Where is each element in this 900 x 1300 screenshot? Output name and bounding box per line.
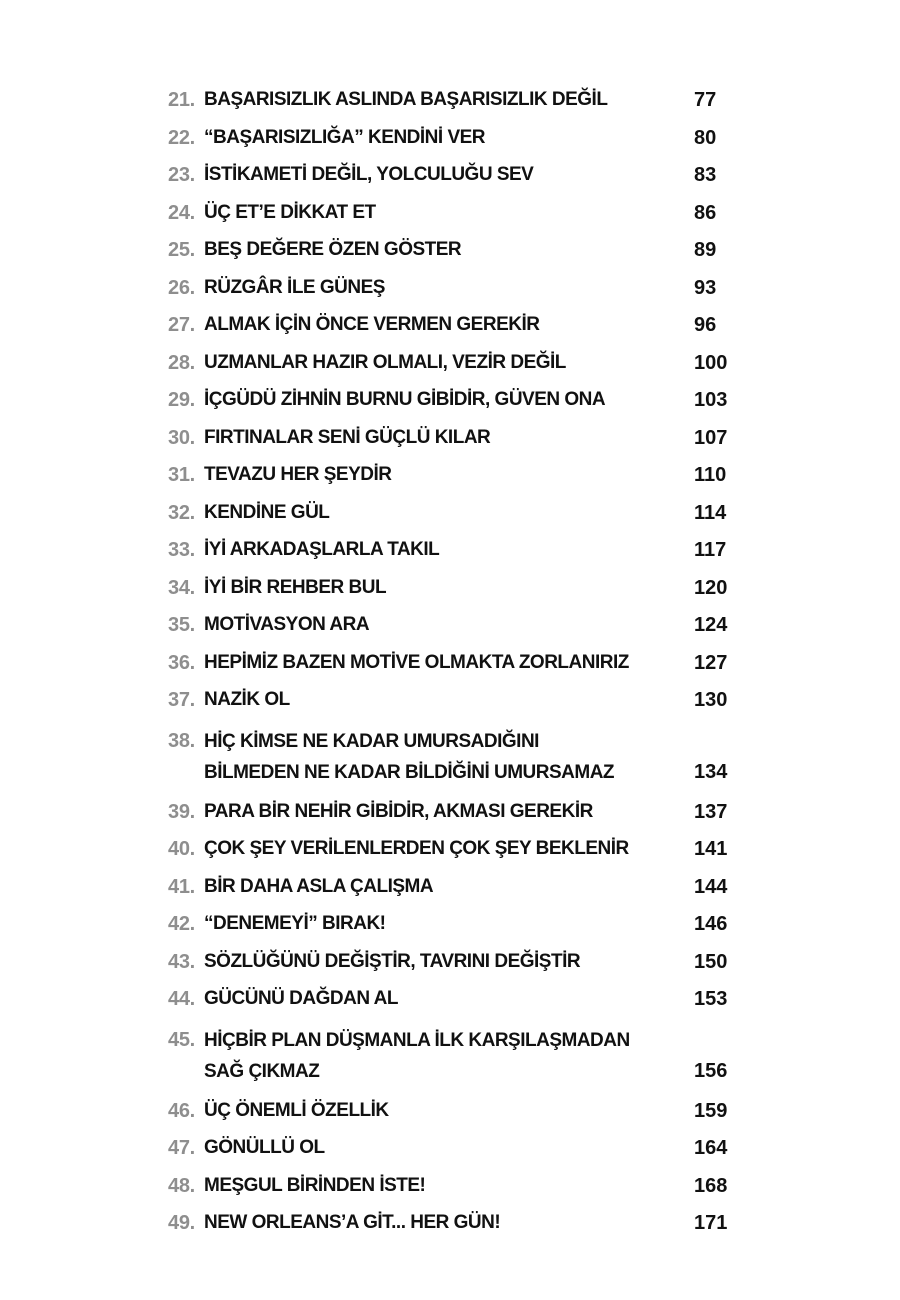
toc-entry [168, 463, 738, 487]
toc-entry-text [168, 950, 688, 974]
toc-entry-text [168, 276, 688, 300]
toc-entry [168, 726, 738, 788]
page-number: 130 [694, 689, 728, 711]
page-number: 77 [694, 89, 717, 111]
toc-entry-text [168, 463, 688, 487]
page-number: 100 [694, 351, 728, 374]
chapter-number: 37. [168, 689, 195, 711]
chapter-title: MEŞGUL BİRİNDEN İSTE! [204, 1174, 426, 1196]
toc-entry-text [168, 800, 688, 824]
page-number: 156 [694, 1059, 728, 1082]
toc-entry-text [168, 238, 688, 262]
chapter-number: 35. [168, 614, 195, 636]
toc-entry-text [168, 875, 688, 899]
chapter-title: “BAŞARISIZLIĞA” KENDİNİ VER [204, 126, 486, 148]
page-number: 159 [694, 1099, 728, 1122]
chapter-number: 21. [168, 89, 195, 111]
toc-entry [168, 651, 738, 675]
toc-entry-text [168, 1211, 688, 1235]
toc-entry [168, 388, 738, 412]
toc-entry [168, 163, 738, 187]
toc-entry-text [168, 351, 688, 375]
chapter-title: İSTİKAMETİ DEĞİL, YOLCULUĞU SEV [204, 164, 534, 185]
page-number: 83 [694, 164, 717, 186]
toc-entry [168, 1174, 738, 1198]
toc-entry [168, 688, 738, 712]
page-number: 124 [694, 614, 728, 636]
chapter-number: 48. [168, 1174, 195, 1197]
page-number: 168 [694, 1174, 728, 1197]
chapter-title: “DENEMEYİ” BIRAK! [204, 913, 386, 934]
chapter-title: BİR DAHA ASLA ÇALIŞMA [204, 875, 434, 897]
page-number: 150 [694, 950, 728, 973]
page-number: 96 [694, 314, 717, 336]
chapter-title: HİÇ KİMSE NE KADAR UMURSADIĞINI BİLMEDEN NE KADAR BİLDİĞİNİ UMURSAMAZ [204, 730, 615, 783]
toc-entry [168, 88, 738, 112]
toc-entry [168, 800, 738, 824]
chapter-number: 25. [168, 239, 195, 261]
chapter-number: 26. [168, 276, 195, 299]
page-number: 110 [694, 464, 727, 486]
page-number: 89 [694, 239, 717, 261]
chapter-number: 22. [168, 126, 195, 149]
chapter-number: 36. [168, 651, 195, 674]
page-number: 86 [694, 201, 717, 224]
toc-entry-text [168, 726, 688, 788]
chapter-title: ALMAK İÇİN ÖNCE VERMEN GEREKİR [204, 314, 540, 335]
chapter-number: 38. [168, 729, 195, 752]
chapter-number: 28. [168, 351, 195, 374]
chapter-title: FIRTINALAR SENİ GÜÇLÜ KILAR [204, 426, 491, 448]
chapter-title: ÜÇ ET’E DİKKAT ET [204, 201, 376, 223]
chapter-title: MOTİVASYON ARA [204, 614, 370, 635]
toc-entry-text [168, 426, 688, 450]
chapter-number: 43. [168, 950, 195, 973]
chapter-number: 41. [168, 875, 195, 898]
chapter-title: SÖZLÜĞÜNÜ DEĞİŞTİR, TAVRINI DEĞİŞTİR [204, 950, 581, 972]
toc-entry-text [168, 1099, 688, 1123]
chapter-title: NEW ORLEANS’A GİT... HER GÜN! [204, 1212, 501, 1233]
page-number: 120 [694, 576, 728, 599]
toc-entry [168, 201, 738, 225]
toc-entry-text [168, 126, 688, 150]
page-number: 127 [694, 651, 728, 674]
toc-entry-text [168, 688, 688, 712]
toc-entry-text [168, 538, 688, 562]
chapter-title: PARA BİR NEHİR GİBİDİR, AKMASI GEREKİR [204, 800, 593, 822]
chapter-number: 44. [168, 988, 195, 1010]
toc-entry [168, 613, 738, 637]
toc-entry [168, 875, 738, 899]
toc-entry [168, 1211, 738, 1235]
chapter-title: KENDİNE GÜL [204, 501, 330, 523]
toc-entry [168, 950, 738, 974]
chapter-title: BAŞARISIZLIK ASLINDA BAŞARISIZLIK DEĞİL [204, 89, 608, 110]
page-number: 144 [694, 875, 728, 898]
chapter-title: GÖNÜLLÜ OL [204, 1137, 325, 1158]
toc-entry-text [168, 88, 688, 112]
chapter-number: 34. [168, 576, 195, 599]
chapter-number: 30. [168, 426, 195, 449]
toc-entry-text [168, 912, 688, 936]
chapter-title: HİÇBİR PLAN DÜŞMANLA İLK KARŞILAŞMADAN SAĞ ÇIKMAZ [204, 1029, 630, 1082]
chapter-title: ÇOK ŞEY VERİLENLERDEN ÇOK ŞEY BEKLENİR [204, 838, 629, 859]
chapter-number: 24. [168, 201, 195, 224]
toc-entry-text [168, 388, 688, 412]
toc-entry [168, 126, 738, 150]
chapter-number: 42. [168, 913, 195, 935]
page-number: 134 [694, 760, 728, 783]
page-number: 141 [694, 838, 728, 860]
page-number: 114 [694, 501, 727, 524]
page-number: 93 [694, 276, 717, 299]
toc-entry-text [168, 1025, 688, 1087]
toc-entry [168, 313, 738, 337]
page-number: 137 [694, 800, 728, 823]
toc-entry [168, 1099, 738, 1123]
chapter-title: NAZİK OL [204, 689, 290, 710]
chapter-number: 46. [168, 1099, 195, 1122]
toc-entry [168, 238, 738, 262]
page-number: 80 [694, 126, 717, 149]
toc-entry-text [168, 201, 688, 225]
chapter-number: 29. [168, 389, 195, 411]
chapter-number: 23. [168, 164, 195, 186]
chapter-title: İYİ BİR REHBER BUL [204, 576, 387, 598]
chapter-number: 47. [168, 1137, 195, 1159]
toc-entry-text [168, 837, 688, 861]
toc-entry-text [168, 501, 688, 525]
toc-entry-text [168, 313, 688, 337]
chapter-title: HEPİMİZ BAZEN MOTİVE OLMAKTA ZORLANIRIZ [204, 651, 629, 673]
chapter-number: 27. [168, 314, 195, 336]
toc-entry-text [168, 651, 688, 675]
chapter-title: RÜZGÂR İLE GÜNEŞ [204, 276, 385, 298]
toc-entry-text [168, 1136, 688, 1160]
chapter-number: 49. [168, 1212, 195, 1234]
page-number: 164 [694, 1137, 728, 1159]
toc-entry [168, 912, 738, 936]
page-number: 103 [694, 389, 728, 411]
toc-entry [168, 276, 738, 300]
chapter-title: GÜCÜNÜ DAĞDAN AL [204, 988, 398, 1009]
chapter-number: 40. [168, 838, 195, 860]
page-number: 117 [694, 539, 727, 561]
chapter-title: TEVAZU HER ŞEYDİR [204, 464, 392, 485]
chapter-number: 31. [168, 464, 195, 486]
chapter-title: UZMANLAR HAZIR OLMALI, VEZİR DEĞİL [204, 351, 566, 373]
toc-entry-text [168, 987, 688, 1011]
toc-entry [168, 538, 738, 562]
toc-entry-text [168, 613, 688, 637]
chapter-number: 45. [168, 1028, 195, 1051]
toc-entry [168, 1136, 738, 1160]
toc-entry [168, 987, 738, 1011]
toc-entry [168, 501, 738, 525]
toc-entry-text [168, 576, 688, 600]
toc-entry [168, 426, 738, 450]
chapter-title: İYİ ARKADAŞLARLA TAKIL [204, 539, 440, 560]
toc-entry-text [168, 1174, 688, 1198]
toc-entry [168, 837, 738, 861]
chapter-number: 33. [168, 539, 195, 561]
chapter-number: 39. [168, 800, 195, 823]
toc-entry [168, 351, 738, 375]
page-number: 153 [694, 988, 728, 1010]
page-number: 171 [694, 1212, 728, 1234]
chapter-title: İÇGÜDÜ ZİHNİN BURNU GİBİDİR, GÜVEN ONA [204, 389, 606, 410]
chapter-number: 32. [168, 501, 195, 524]
page-number: 146 [694, 913, 728, 935]
table-of-contents [168, 88, 738, 1249]
toc-entry [168, 576, 738, 600]
toc-entry [168, 1025, 738, 1087]
page-number: 107 [694, 426, 728, 449]
toc-entry-text [168, 163, 688, 187]
chapter-title: ÜÇ ÖNEMLİ ÖZELLİK [204, 1099, 389, 1121]
chapter-title: BEŞ DEĞERE ÖZEN GÖSTER [204, 239, 462, 260]
